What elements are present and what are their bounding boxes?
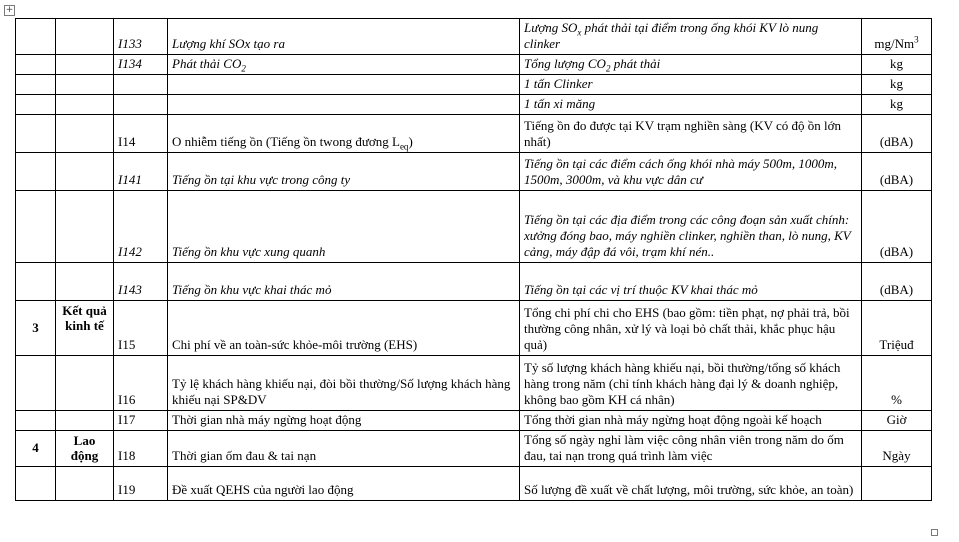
indicator-description: 1 tấn xi măng [520,95,862,115]
indicator-description: Tiếng ồn tại các địa điểm trong các công đoạn sản xuất chính: xưởng đóng bao, máy nghiền clinker, nghiền than, lò nung, KV cảng, máy đập đá vôi, trạm khí nén.. [520,191,862,263]
indicator-description: Lượng $SO_x$ phát thải tại điểm trong ống khói KV lò nung clinker [520,19,862,55]
indicator-description: 1 tấn Clinker [520,75,862,95]
indicator-name: Tiếng ồn khu vực xung quanh [168,191,520,263]
row-number [16,263,56,301]
row-number [16,153,56,191]
table-row [16,19,932,55]
indicator-unit: kg [862,55,932,75]
indicator-unit: % [862,356,932,411]
table-row [16,301,932,356]
indicator-description: Tổng thời gian nhà máy ngừng hoạt động ngoài kế hoạch [520,411,862,431]
group-name: Kết quả kinh tế [56,301,114,356]
row-number: 3 [16,301,56,356]
indicator-name: Lượng khí SOx tạo ra [168,19,520,55]
table-row [16,263,932,301]
table-row [16,191,932,263]
row-number: 4 [16,431,56,467]
indicator-description: Tổng số ngày nghỉ làm việc công nhân viên trong năm do ốm đau, tai nạn trong quá trình làm việc [520,431,862,467]
indicator-description: Tổng lượng $CO_2$ phát thải [520,55,862,75]
indicator-table [15,18,932,501]
indicator-name: Tiếng ồn tại khu vực trong công ty [168,153,520,191]
group-name [56,411,114,431]
group-name [56,263,114,301]
indicator-description: Tiếng ồn tại các vị trí thuộc KV khai thác mỏ [520,263,862,301]
row-number [16,467,56,501]
indicator-name: Phát thải $CO_2$ [168,55,520,75]
group-name [56,55,114,75]
indicator-code: I143 [114,263,168,301]
indicator-description: Tỷ số lượng khách hàng khiếu nại, bồi thường/tổng số khách hàng trong năm (chỉ tính khách hàng đại lý & doanh nghiệp, không bao gồm KH cá nhân) [520,356,862,411]
indicator-code: I17 [114,411,168,431]
indicator-code: I14 [114,115,168,153]
table-row [16,411,932,431]
row-number [16,191,56,263]
row-number [16,55,56,75]
group-name [56,153,114,191]
group-name: Lao động [56,431,114,467]
table-resize-handle[interactable] [931,529,938,536]
indicator-code: I18 [114,431,168,467]
indicator-name: Tỷ lệ khách hàng khiếu nại, đòi bồi thường/Số lượng khách hàng khiếu nại SP&DV [168,356,520,411]
indicator-name: Chi phí về an toàn-sức khỏe-môi trường (EHS) [168,301,520,356]
group-name [56,115,114,153]
table-row [16,431,932,467]
indicator-unit [862,467,932,501]
indicator-unit: (dBA) [862,153,932,191]
group-name [56,191,114,263]
indicator-unit: Ngày [862,431,932,467]
indicator-name: Thời gian ốm đau & tai nạn [168,431,520,467]
indicator-code: I133 [114,19,168,55]
table-row [16,153,932,191]
table-row [16,55,932,75]
indicator-name: Thời gian nhà máy ngừng hoạt động [168,411,520,431]
indicator-code: I142 [114,191,168,263]
indicator-name: O nhiễm tiếng ồn (Tiếng ồn twong đương $L_{eq}$) [168,115,520,153]
group-name [56,19,114,55]
row-number [16,75,56,95]
table-body [16,19,932,501]
row-number [16,19,56,55]
indicator-description: Số lượng đề xuất về chất lượng, môi trường, sức khỏe, an toàn) [520,467,862,501]
indicator-unit: kg [862,75,932,95]
indicator-unit: (dBA) [862,115,932,153]
indicator-unit: kg [862,95,932,115]
row-number [16,115,56,153]
table-move-handle[interactable]: + [5,5,14,15]
indicator-name: Đề xuất QEHS của người lao động [168,467,520,501]
row-number [16,356,56,411]
row-number [16,411,56,431]
table-row [16,115,932,153]
group-name [56,75,114,95]
indicator-code: I141 [114,153,168,191]
indicator-unit: (dBA) [862,263,932,301]
table-row [16,75,932,95]
group-name [56,467,114,501]
indicator-code: I19 [114,467,168,501]
indicator-name [168,75,520,95]
indicator-unit: Triệuđ [862,301,932,356]
indicator-code: I15 [114,301,168,356]
table-row [16,467,932,501]
indicator-name: Tiếng ồn khu vực khai thác mỏ [168,263,520,301]
indicator-description: Tiếng ồn tại các điểm cách ống khói nhà máy 500m, 1000m, 1500m, 3000m, và khu vực dân cư [520,153,862,191]
group-name [56,95,114,115]
row-number [16,95,56,115]
indicator-code [114,75,168,95]
indicator-code: I134 [114,55,168,75]
indicator-description: Tiếng ồn đo được tại KV trạm nghiền sàng (KV có độ ồn lớn nhất) [520,115,862,153]
group-name [56,356,114,411]
indicator-code [114,95,168,115]
indicator-description: Tổng chi phí chi cho EHS (bao gồm: tiền phạt, nợ phải trả, bồi thường công nhân, xử lý và loại bỏ chất thải, khắc phục hậu quả) [520,301,862,356]
table-row [16,356,932,411]
table-row [16,95,932,115]
indicator-unit: Giờ [862,411,932,431]
indicator-unit: (dBA) [862,191,932,263]
indicator-name [168,95,520,115]
indicator-code: I16 [114,356,168,411]
indicator-unit: mg/Nm$^3$ [862,19,932,55]
